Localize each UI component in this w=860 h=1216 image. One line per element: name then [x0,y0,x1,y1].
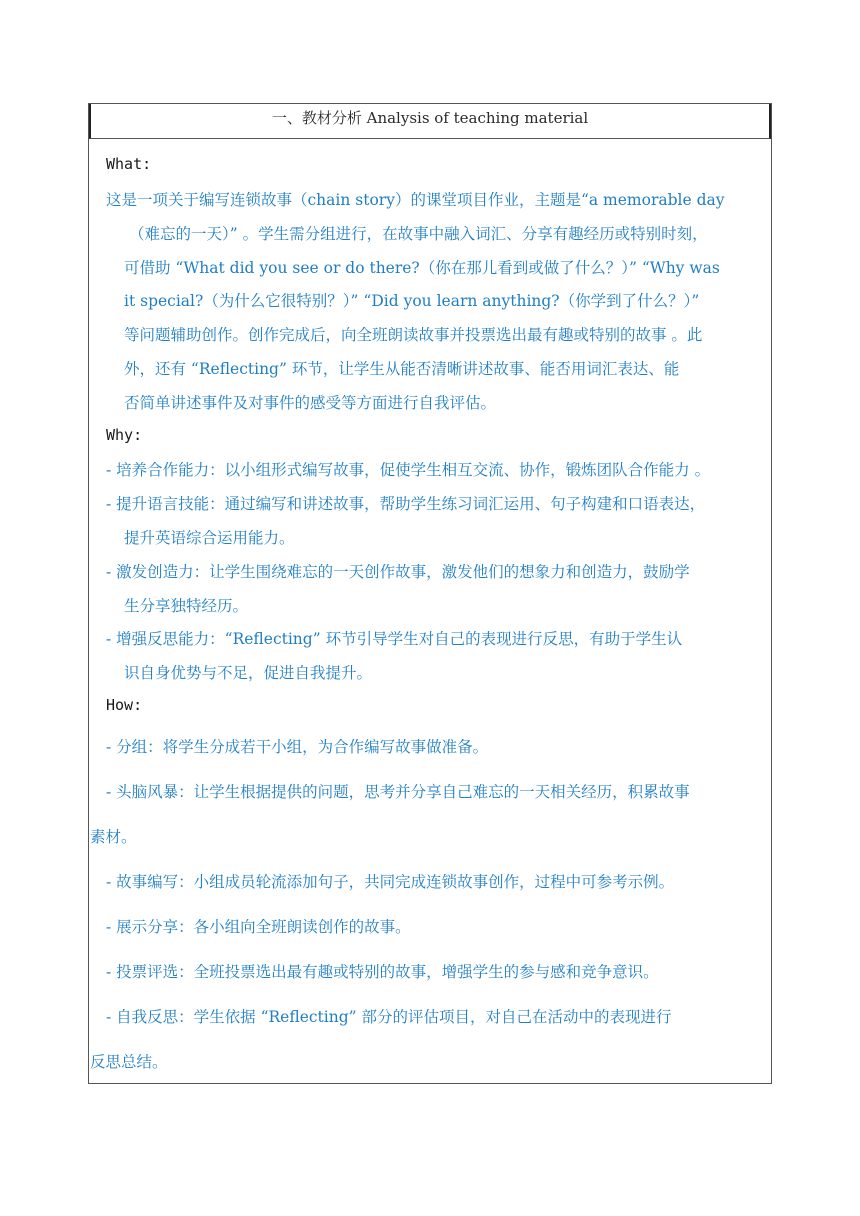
how-line: - 头脑风暴：让学生根据提供的问题，思考并分享自己难忘的一天相关经历，积累故事 [106,783,690,801]
what-line: 外，还有 “Reflecting” 环节，让学生从能否清晰讲述故事、能否用词汇表达、能 [124,360,680,378]
how-line: - 自我反思：学生依据 “Reflecting” 部分的评估项目，对自己在活动中的表现进行 [106,1008,672,1026]
what-line: 这是一项关于编写连锁故事（chain story）的课堂项目作业，主题是“a memorable day [106,191,725,209]
why-line: 识自身优势与不足，促进自我提升。 [124,664,373,682]
how-line: - 分组：将学生分成若干小组，为合作编写故事做准备。 [106,738,489,756]
why-line: 提升英语综合运用能力。 [124,529,295,547]
what-line: 可借助 “What did you see or do there?（你在那儿看到或做了什么？）” “Why was [124,259,720,277]
how-line: - 展示分享：各小组向全班朗读创作的故事。 [106,918,411,936]
how-line: 素材。 [90,828,137,846]
why-heading: Why: [106,426,143,444]
what-line: （难忘的一天）” 。学生需分组进行，在故事中融入词汇、分享有趣经历或特别时刻， [129,225,708,243]
how-line: - 投票评选：全班投票选出最有趣或特别的故事，增强学生的参与感和竞争意识。 [106,963,659,981]
what-heading: What: [106,155,152,173]
why-line: - 提升语言技能：通过编写和讲述故事，帮助学生练习词汇运用、句子构建和口语表达， [106,495,706,513]
what-line: 否简单讲述事件及对事件的感受等方面进行自我评估。 [124,394,497,412]
how-heading: How: [106,696,143,714]
analysis-table [88,103,772,1084]
why-line: - 增强反思能力：“Reflecting” 环节引导学生对自己的表现进行反思，有助于学生认 [106,630,683,648]
why-line: - 培养合作能力：以小组形式编写故事，促使学生相互交流、协作，锻炼团队合作能力 。 [106,461,711,479]
why-line: 生分享独特经历。 [124,597,249,615]
why-line: - 激发创造力：让学生围绕难忘的一天创作故事，激发他们的想象力和创造力，鼓励学 [106,563,690,581]
how-line: 反思总结。 [90,1053,168,1071]
what-line: 等问题辅助创作。创作完成后，向全班朗读故事并投票选出最有趣或特别的故事 。此 [124,326,703,344]
table-title: 一、教材分析 Analysis of teaching material [89,104,771,139]
what-line: it special?（为什么它很特别？）” “Did you learn anything?（你学到了什么？）” [124,292,700,310]
how-line: - 故事编写：小组成员轮流添加句子，共同完成连锁故事创作，过程中可参考示例。 [106,873,675,891]
table-content [89,140,771,1084]
